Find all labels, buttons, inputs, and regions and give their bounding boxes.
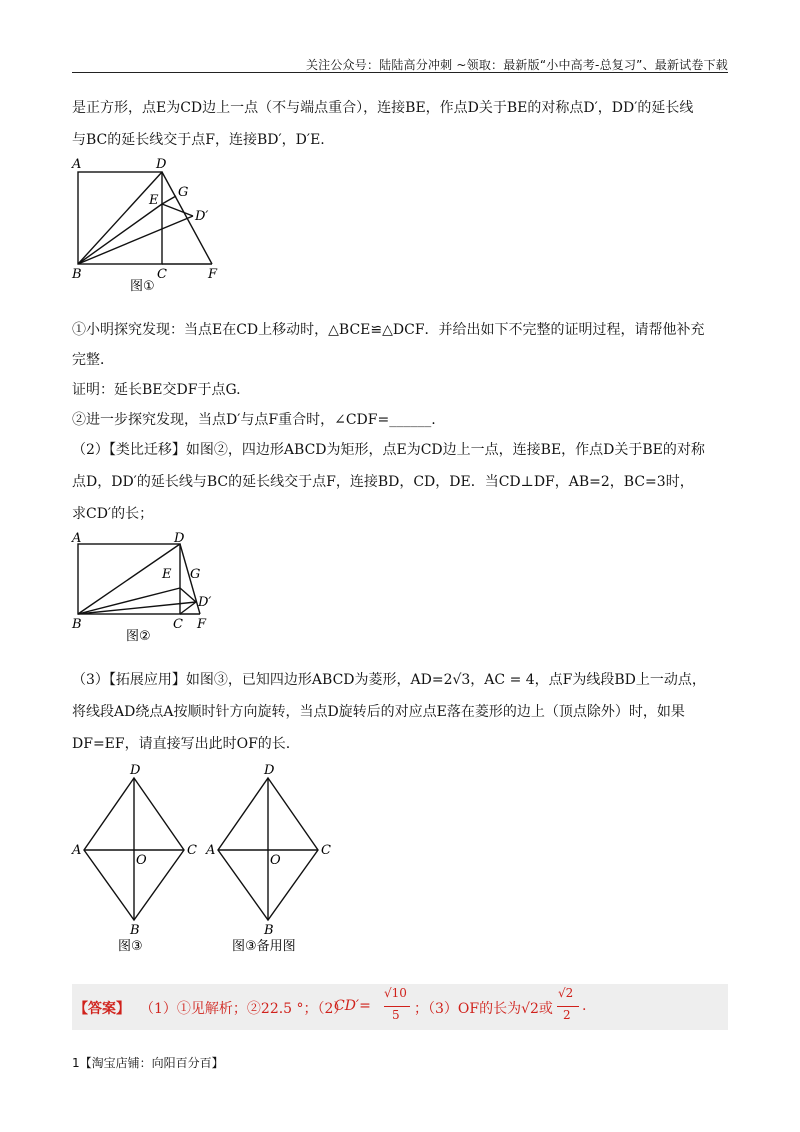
fig1-label-F: F [208,267,218,282]
fig1-label-Dprime: D′ [195,209,209,224]
figure-1 [60,150,250,300]
problem-line-12: DF=EF，请直接写出此时OF的长. [72,736,291,752]
fig1-label-C: C [157,267,167,282]
answer-frac1-bar [384,1006,410,1007]
fig3-label-C: C [187,843,197,858]
figure-3 [60,758,210,956]
fig1-caption: 图① [130,279,155,294]
fig2-label-E: E [162,567,172,582]
problem-line-7: （2）【类比迁移】如图②，四边形ABCD为矩形，点E为CD边上一点，连接BE，作点D关于BE的对称 [72,442,705,458]
problem-line-10: （3）【拓展应用】如图③，已知四边形ABCD为菱形，AD=2√3，AC = 4，点F为线段BD上一动点， [72,672,706,688]
answer-tag: 【答案】 [74,1001,130,1017]
problem-line-8: 点D，DD′的延长线与BC的延长线交于点F，连接BD，CD，DE．当CD⊥DF，AB=2，BC=3时， [72,474,694,490]
fig3-label-O: O [136,853,147,868]
answer-frac1-den: 5 [392,1008,400,1022]
fig1-label-D: D [156,157,167,172]
fig3-caption: 图③ [118,939,143,954]
fig2-caption: 图② [126,629,151,644]
fig2-label-D: D [174,531,185,546]
figure-2 [60,530,230,650]
fig1-label-G: G [178,185,189,200]
fig2-label-G: G [190,567,201,582]
answer-part3: ；（3）OF的长为√2或 [414,1001,553,1017]
problem-line-9: 求CD′的长； [72,506,154,522]
problem-line-2: 与BC的延长线交于点F，连接BD′，D′E. [72,132,325,148]
answer-part1: （1）①见解析；②22.5 °；（2） [140,1001,348,1017]
problem-line-3: ①小明探究发现：当点E在CD上移动时，△BCE≌△DCF．并给出如下不完整的证明过程，请帮他补充 [72,322,705,338]
answer-end: . [582,998,587,1014]
header-rule [72,72,728,73]
problem-line-6: ②进一步探究发现，当点D′与点F重合时，∠CDF=______. [72,412,436,428]
fig3b-caption: 图③备用图 [232,939,296,954]
problem-line-5: 证明：延长BE交DF于点G. [72,382,241,398]
answer-box [72,984,728,1030]
fig3b-label-A: A [206,843,216,858]
answer-frac1-num: √10 [384,986,407,1000]
fig1-label-E: E [149,193,159,208]
problem-line-11: 将线段AD绕点A按顺时针方向旋转，当点D旋转后的对应点E落在菱形的边上（顶点除外）时，如果 [72,704,685,720]
fig3b-label-D: D [264,763,275,778]
answer-cd: CD′= [334,998,371,1014]
figure-3-spare [194,758,354,956]
fig1-label-A: A [72,157,82,172]
fig2-label-A: A [72,531,82,546]
page-footer: 1【淘宝店铺：向阳百分百】 [72,1056,224,1070]
fig3-label-D: D [130,763,141,778]
fig3-label-A: A [72,843,82,858]
problem-line-4: 完整． [72,352,114,368]
fig3b-label-O: O [270,853,281,868]
answer-frac2-bar [557,1006,579,1007]
fig3b-label-B: B [264,923,274,938]
answer-frac2-num: √2 [558,986,574,1000]
fig2-label-F: F [197,617,207,632]
fig3-label-B: B [130,923,140,938]
fig2-label-Dprime: D′ [198,595,212,610]
answer-frac2-den: 2 [563,1008,571,1022]
problem-line-1: 是正方形，点E为CD边上一点（不与端点重合），连接BE，作点D关于BE的对称点D′，DD′的延长线 [72,100,694,116]
fig3b-label-C: C [321,843,331,858]
fig1-label-B: B [72,267,82,282]
fig2-label-C: C [173,617,183,632]
fig2-label-B: B [72,617,82,632]
page-header: 关注公众号：陆陆高分冲刺 ~领取：最新版“小中高考-总复习”、最新试卷下载 [305,58,728,72]
